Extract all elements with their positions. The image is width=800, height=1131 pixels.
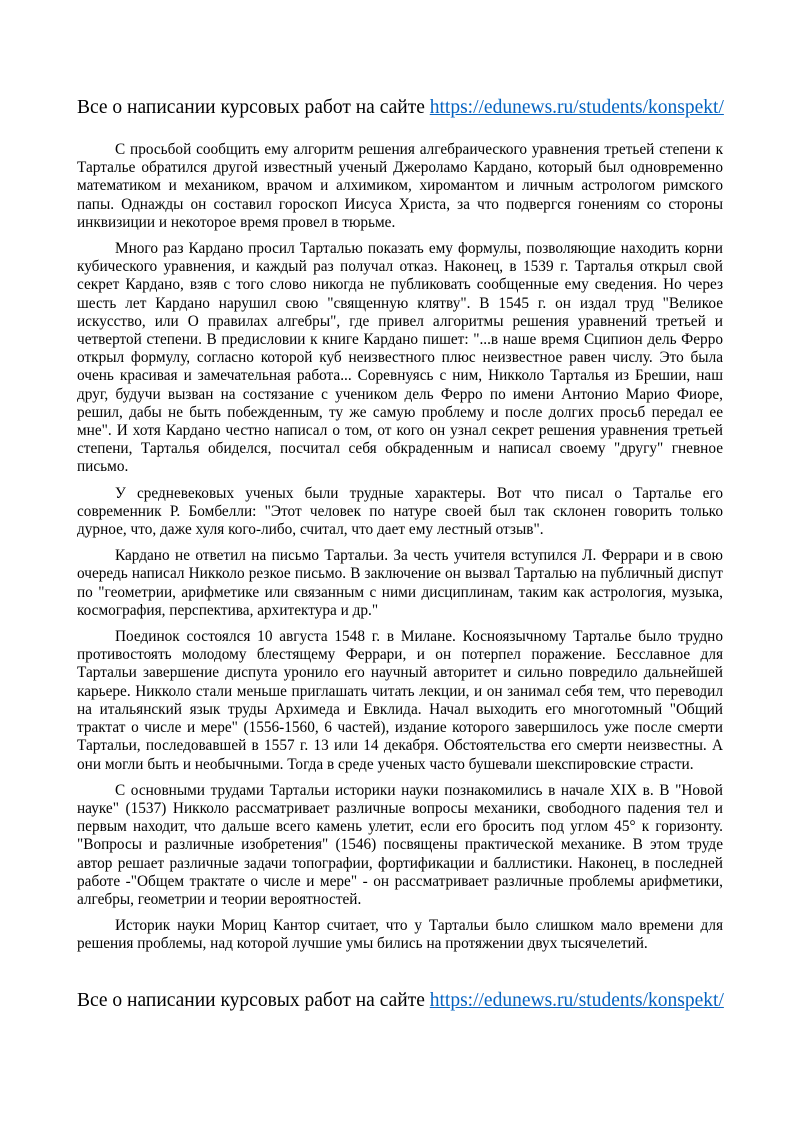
footer-banner-link[interactable]: https://edunews.ru/students/konspekt/ bbox=[429, 990, 724, 1011]
paragraph-5: Поединок состоялся 10 августа 1548 г. в Милане. Косноязычному Тарталье было трудно противостоять молодому блестящему Феррари, и он потерпел поражение. Бесславное для Тартальи завершение диспута уронило его научный авторитет и сильно повредило дальнейшей карьере. Никколо стали меньше приглашать читать лекции, и он занимал себя тем, что переводил на итальянский язык труды Архимеда и Евклида. Начал выходить его многотомный "Общий трактат о числе и мере" (1556-1560, 6 частей), издание которого завершилось уже после смерти Тартальи, последовавшей в 1557 г. 13 или 14 декабря. Обстоятельства его смерти неизвестны. А они могли быть и необычными. Тогда в среде ученых часто бушевали шекспировские страсти. bbox=[77, 628, 723, 773]
header-banner-text: Все о написании курсовых работ на сайте bbox=[77, 97, 430, 118]
paragraph-2: Много раз Кардано просил Тарталью показать ему формулы, позволяющие находить корни кубического уравнения, и каждый раз получал отказ. Наконец, в 1539 г. Тарталья открыл свой секрет Кардано, взяв с того слово никогда не публиковать сообщенные ему сведения. Но через шесть лет Кардано нарушил свою "священную клятву". В 1545 г. он издал труд "Великое искусство, или О правилах алгебры", где привел алгоритмы решения уравнений третьей и четвертой степени. В предисловии к книге Кардано пишет: "...в наше время Сципион дель Ферро открыл формулу, согласно которой куб неизвестного плюс неизвестное равен числу. Это была очень красивая и замечательная работа... Соревнуясь с ним, Никколо Тарталья из Брешии, наш друг, будучи вызван на состязание с учеником дель Ферро по имени Антонио Марио Фиоре, решил, дабы не быть побежденным, ту же самую проблему и после долгих просьб передал ее мне". И хотя Кардано честно написал о том, от кого он узнал секрет решения уравнения третьей степени, Тарталья обиделся, посчитал себя обкраденным и написал своему "другу" гневное письмо. bbox=[77, 240, 723, 476]
paragraph-6: С основными трудами Тартальи историки науки познакомились в начале XIX в. В "Новой науке" (1537) Никколо рассматривает различные вопросы механики, свободного падения тел и первым находит, что дальше всего камень улетит, если его бросить под углом 45° к горизонту. "Вопросы и различные изобретения" (1546) посвящены практической механике. В этом труде автор решает различные задачи топографии, фортификации и баллистики. Наконец, в последней работе -"Общем трактате о числе и мере" - он рассматривает различные проблемы арифметики, алгебры, геометрии и теории вероятностей. bbox=[77, 781, 723, 908]
paragraph-4: Кардано не ответил на письмо Тартальи. За честь учителя вступился Л. Феррари и в свою очередь написал Никколо резкое письмо. В заключение он вызвал Тарталью на публичный диспут по "геометрии, арифметике или связанным с ними дисциплинам, таким как астрология, музыка, космография, перспектива, архитектура и др." bbox=[77, 547, 723, 619]
document-body bbox=[77, 141, 723, 962]
footer-banner-text: Все о написании курсовых работ на сайте bbox=[77, 990, 430, 1011]
paragraph-3: У средневековых ученых были трудные характеры. Вот что писал о Тарталье его современник Р. Бомбелли: "Этот человек по натуре своей был так склонен говорить только дурное, что, даже хуля кого-либо, считал, что дает ему лестный отзыв". bbox=[77, 484, 723, 539]
paragraph-1: С просьбой сообщить ему алгоритм решения алгебраического уравнения третьей степени к Тарталье обратился другой известный ученый Джероламо Кардано, который был одновременно математиком и механиком, врачом и алхимиком, хиромантом и личным астрологом римского папы. Однажды он составил гороскоп Иисуса Христа, за что подвергся гонениям со стороны инквизиции и некоторое время провел в тюрьме. bbox=[77, 141, 723, 231]
header-banner bbox=[77, 96, 724, 120]
paragraph-7: Историк науки Мориц Кантор считает, что у Тартальи было слишком мало времени для решения проблемы, над которой лучшие умы бились на протяжении двух тысячелетий. bbox=[77, 917, 723, 953]
header-banner-link[interactable]: https://edunews.ru/students/konspekt/ bbox=[429, 97, 724, 118]
footer-banner bbox=[77, 989, 724, 1013]
